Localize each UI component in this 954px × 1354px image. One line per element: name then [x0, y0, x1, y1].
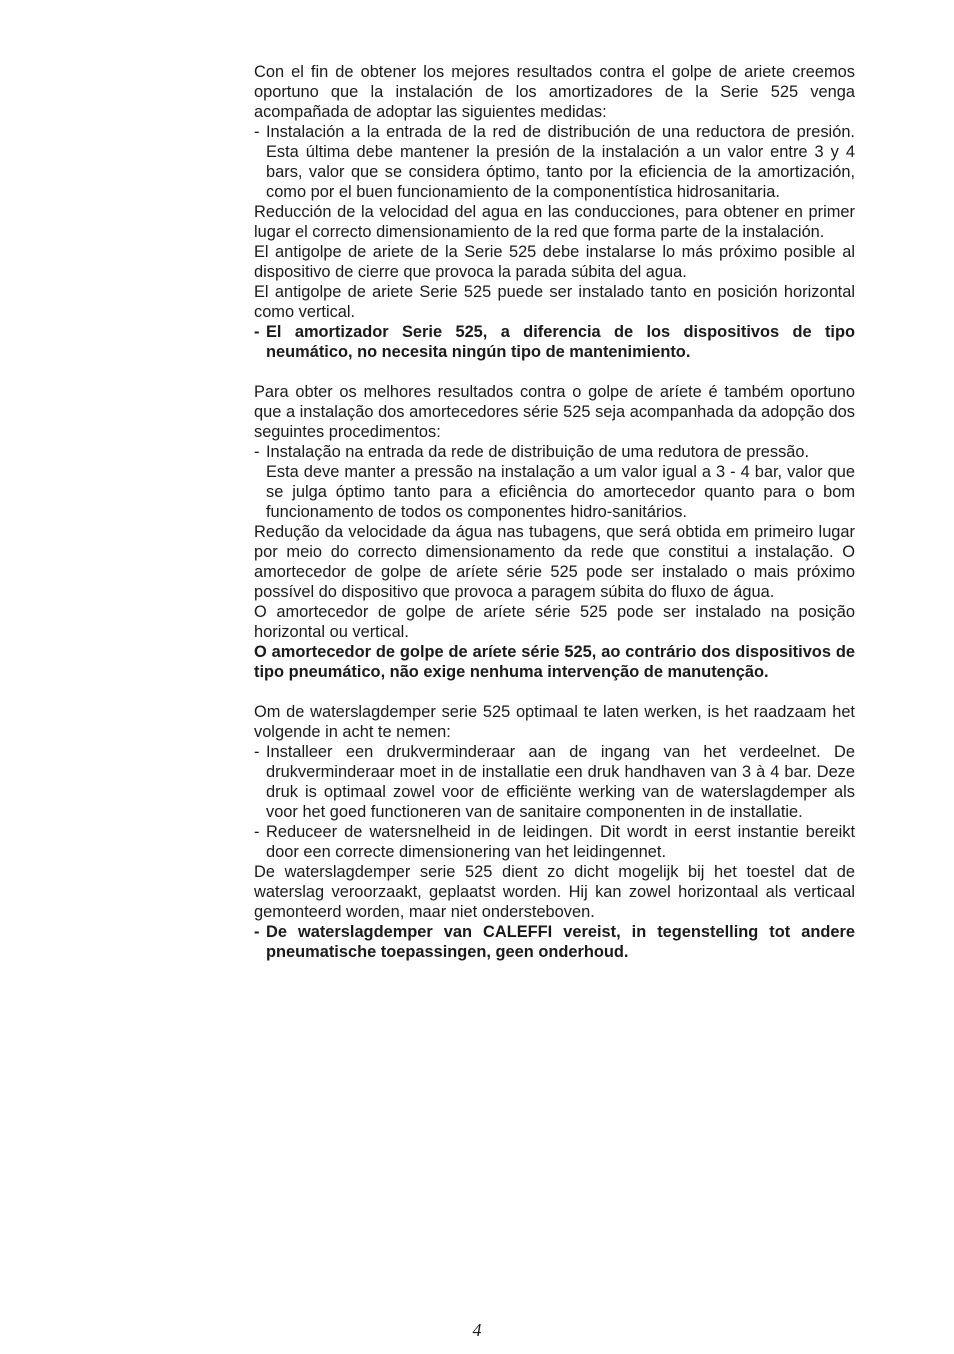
- page-number: 4: [472, 1320, 482, 1340]
- dutch-list-item-pressure-reducer: [254, 742, 855, 822]
- spanish-intro: Con el fin de obtener los mejores resultados contra el golpe de ariete creemos oportuno que la instalación de los amortizadores de la Serie 525 venga acompañada de adoptar las siguientes medidas:: [254, 63, 855, 121]
- list-dash: -: [254, 443, 260, 461]
- spanish-bold-text: El amortizador Serie 525, a diferencia de los dispositivos de tipo neumático, no necesita ningún tipo de mantenimiento.: [266, 323, 855, 361]
- dutch-list-item-water-speed: [254, 822, 855, 862]
- dutch-paragraph-position: De waterslagdemper serie 525 dient zo dicht mogelijk bij het toestel dat de waterslag veroorzaakt, geplaatst worden. Hij kan zowel horizontaal als verticaal gemonteerd worden, maar niet ondersteboven.: [254, 863, 855, 921]
- portuguese-paragraph-velocity: Redução da velocidade da água nas tubagens, que será obtida em primeiro lugar por meio do correcto dimensionamento da rede que constitui a instalação. O amortecedor de golpe de aríete série 525 pode ser instalado o mais próximo possível do dispositivo que provoca a paragem súbita do fluxo de água.: [254, 523, 855, 601]
- dutch-item-text: Installeer een drukverminderaar aan de ingang van het verdeelnet. De drukverminderaar moet in de installatie een druk handhaven van 3 à 4 bar. Deze druk is optimaal zowel voor de efficiënte werking van de waterslagdemper als voor het goed functioneren van de sanitaire componenten in de installatie.: [266, 743, 855, 821]
- portuguese-bold-paragraph-maintenance: O amortecedor de golpe de aríete série 525, ao contrário dos dispositivos de tipo pneumático, não exige nenhuma intervenção de manutenção.: [254, 643, 855, 681]
- spanish-list-item-pressure-reducer: [254, 122, 855, 202]
- dutch-bold-item-maintenance: [254, 922, 855, 962]
- list-dash: -: [254, 923, 260, 941]
- portuguese-item-continuation: Esta deve manter a pressão na instalação a um valor igual a 3 - 4 bar, valor que se julga óptimo tanto para a eficiência do amortecedor quanto para o bom funcionamento de todos os componentes hidro-sanitários.: [266, 463, 855, 521]
- dutch-intro: Om de waterslagdemper serie 525 optimaal te laten werken, is het raadzaam het volgende in acht te nemen:: [254, 703, 855, 741]
- portuguese-section: [254, 382, 855, 682]
- spanish-paragraph-position: El antigolpe de ariete de la Serie 525 debe instalarse lo más próximo posible al dispositivo de cierre que provoca la parada súbita del agua.: [254, 243, 855, 281]
- list-dash: -: [254, 323, 260, 341]
- spanish-item-text: Instalación a la entrada de la red de distribución de una reductora de presión. Esta última debe mantener la presión de la instalación a un valor entre 3 y 4 bars, valor que se considera óptimo, tanto por la eficiencia de la amortización, como por el buen funcionamiento de la componentística hidrosanitaria.: [266, 123, 855, 201]
- portuguese-paragraph-orientation: O amortecedor de golpe de aríete série 525 pode ser instalado na posição horizontal ou vertical.: [254, 603, 855, 641]
- main-text-column: [254, 62, 855, 982]
- spanish-bold-item-maintenance: [254, 322, 855, 362]
- spanish-paragraph-velocity: Reducción de la velocidad del agua en las conducciones, para obtener en primer lugar el correcto dimensionamiento de la red que forma parte de la instalación.: [254, 203, 855, 241]
- portuguese-item-text: Instalação na entrada da rede de distribuição de uma redutora de pressão.: [266, 443, 810, 461]
- list-dash: -: [254, 123, 260, 141]
- list-dash: -: [254, 823, 260, 841]
- list-dash: -: [254, 743, 260, 761]
- dutch-item-text: Reduceer de watersnelheid in de leidingen. Dit wordt in eerst instantie bereikt door een correcte dimensionering van het leidingennet.: [266, 823, 855, 861]
- dutch-bold-text: De waterslagdemper van CALEFFI vereist, in tegenstelling tot andere pneumatische toepassingen, geen onderhoud.: [266, 923, 855, 961]
- spanish-paragraph-orientation: El antigolpe de ariete Serie 525 puede ser instalado tanto en posición horizontal como vertical.: [254, 283, 855, 321]
- spanish-section: [254, 62, 855, 362]
- dutch-section: [254, 702, 855, 962]
- portuguese-intro: Para obter os melhores resultados contra o golpe de aríete é também oportuno que a instalação dos amortecedores série 525 seja acompanhada da adopção dos seguintes procedimentos:: [254, 383, 855, 441]
- portuguese-list-item-pressure-reducer: [254, 442, 855, 522]
